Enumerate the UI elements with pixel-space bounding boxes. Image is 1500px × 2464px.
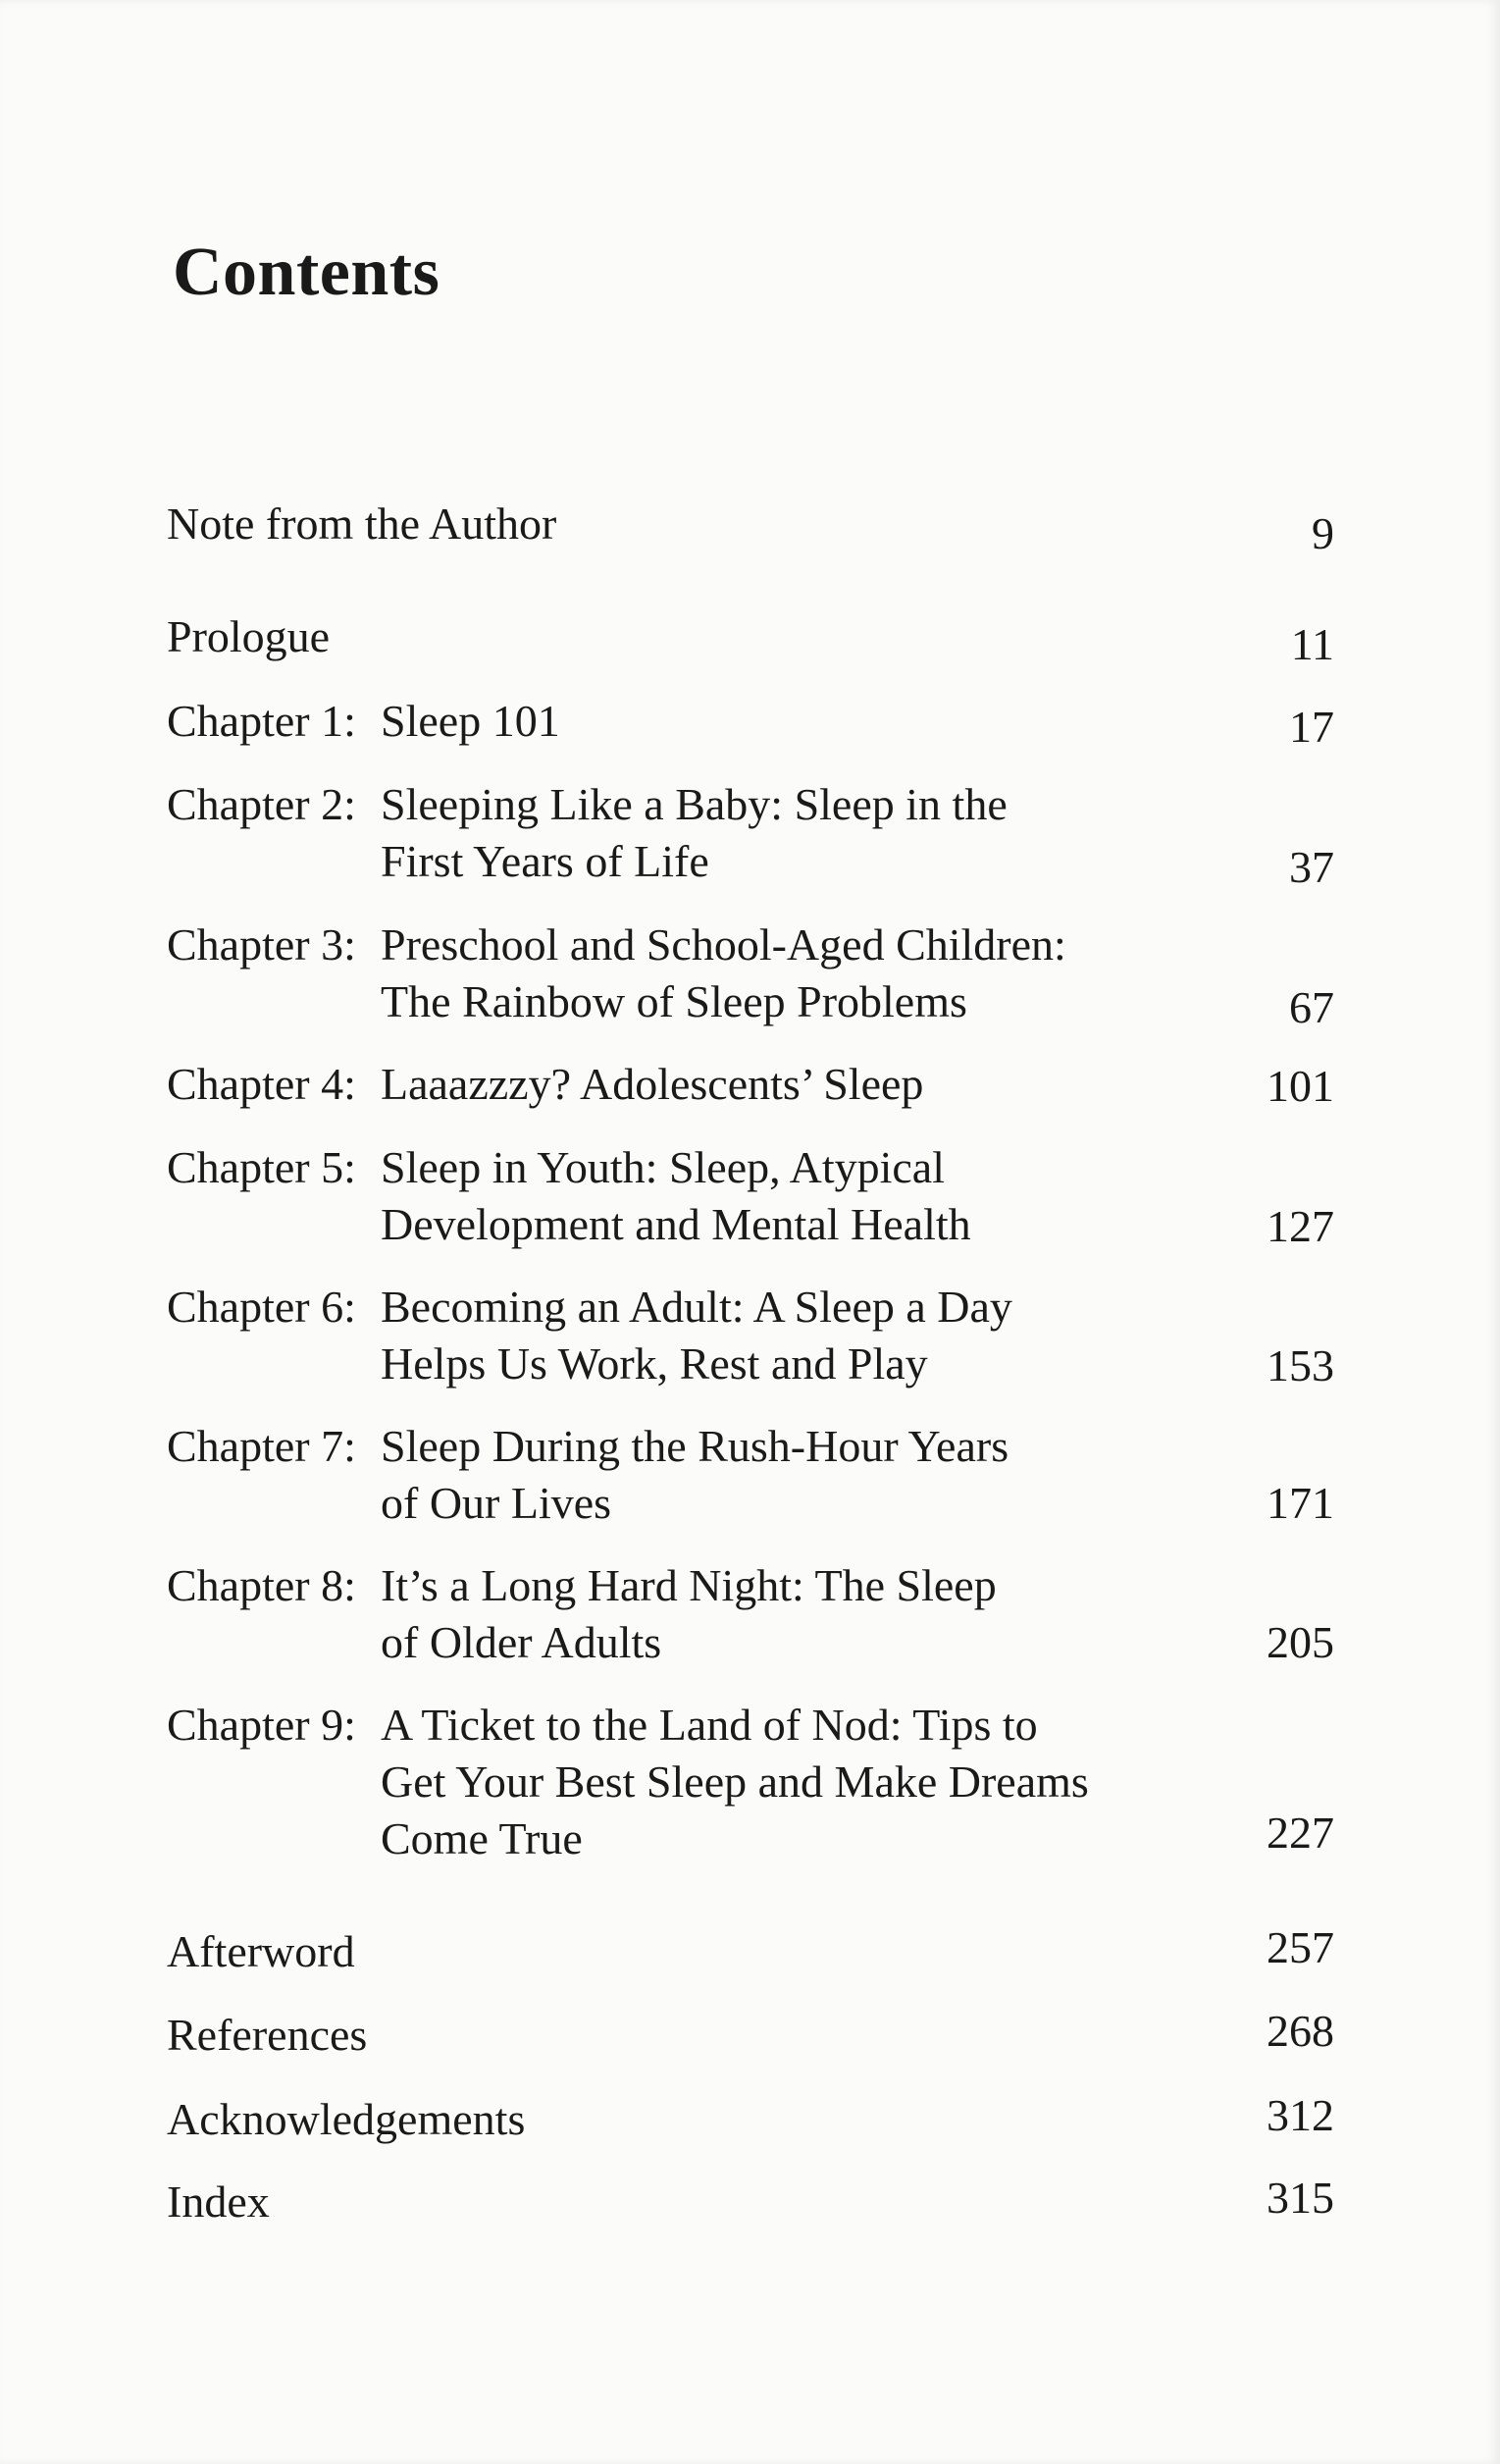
toc-chapter-title <box>381 1279 1264 1392</box>
toc-chapter-prefix: Chapter 3: <box>167 919 356 970</box>
toc-chapter-title-line: Preschool and School-Aged Children: <box>381 919 1066 970</box>
toc-entry-label: Prologue <box>167 611 331 661</box>
toc-chapter-title-line: The Rainbow of Sleep Problems <box>381 976 967 1026</box>
toc-chapter-prefix: Chapter 6: <box>167 1282 356 1332</box>
toc-chapter-title <box>381 917 1264 1030</box>
toc-chapter-title-line: Becoming an Adult: A Sleep a Day <box>381 1282 1012 1332</box>
toc-chapter-title <box>381 776 1264 890</box>
toc-chapter-prefix: Chapter 5: <box>167 1142 356 1192</box>
toc-chapter-prefix: Chapter 9: <box>167 1700 356 1750</box>
toc-entry-page: 9 <box>1312 508 1334 558</box>
toc-entry-label: Note from the Author <box>167 498 557 549</box>
toc-chapter-title-line: of Older Adults <box>381 1617 662 1667</box>
toc-chapter-title-line: Helps Us Work, Rest and Play <box>381 1338 928 1389</box>
toc-chapter-title-line: Laaazzzy? Adolescents’ Sleep <box>381 1059 924 1109</box>
toc-chapter-title-line: It’s a Long Hard Night: The Sleep <box>381 1560 997 1610</box>
toc-entry-page: 37 <box>1289 842 1334 892</box>
toc-chapter-title-line: Come True <box>381 1813 583 1863</box>
toc-chapter-prefix: Chapter 7: <box>167 1421 356 1471</box>
toc-chapter-title-line: Sleep 101 <box>381 696 560 746</box>
toc-chapter-title-line: of Our Lives <box>381 1478 612 1528</box>
toc-chapter-title <box>381 1056 1264 1113</box>
toc-entry-page: 101 <box>1267 1061 1334 1111</box>
toc-chapter-title-line: First Years of Life <box>381 836 709 886</box>
toc-chapter-title <box>381 1418 1264 1532</box>
toc-chapter-title-line: Sleep During the Rush-Hour Years <box>381 1421 1009 1471</box>
toc-entry-page: 205 <box>1267 1617 1334 1667</box>
toc-chapter-title-line: A Ticket to the Land of Nod: Tips to <box>381 1700 1038 1750</box>
toc-entry-page: 11 <box>1290 619 1334 669</box>
toc-chapter-prefix: Chapter 8: <box>167 1560 356 1610</box>
toc-entry-page: 268 <box>1267 2006 1334 2056</box>
toc-chapter-title <box>381 1139 1264 1253</box>
toc-chapter-prefix: Chapter 2: <box>167 779 356 829</box>
toc-entry-label: References <box>167 2010 368 2060</box>
toc-entry-page: 127 <box>1267 1201 1334 1251</box>
toc-entry-page: 312 <box>1267 2090 1334 2140</box>
toc-entry-label: Afterword <box>167 1926 355 1976</box>
toc-chapter-title-line: Sleep in Youth: Sleep, Atypical <box>381 1142 945 1192</box>
page-title: Contents <box>173 235 440 310</box>
toc-entry-label: Acknowledgements <box>167 2094 526 2144</box>
toc-entry-page: 227 <box>1267 1808 1334 1858</box>
toc-chapter-title-line: Development and Mental Health <box>381 1199 971 1249</box>
toc-chapter-prefix: Chapter 1: <box>167 696 356 746</box>
toc-entry-label: Index <box>167 2176 270 2227</box>
toc-entry-page: 315 <box>1267 2173 1334 2223</box>
toc-chapter-title <box>381 1697 1264 1867</box>
toc-chapter-title <box>381 693 1264 750</box>
toc-entry-page: 257 <box>1267 1922 1334 1972</box>
toc-entry-page: 153 <box>1267 1340 1334 1390</box>
toc-chapter-prefix: Chapter 4: <box>167 1059 356 1109</box>
toc-entry-page: 17 <box>1289 702 1334 752</box>
toc-entry-page: 171 <box>1267 1478 1334 1528</box>
toc-chapter-title <box>381 1557 1264 1671</box>
toc-chapter-title-line: Sleeping Like a Baby: Sleep in the <box>381 779 1008 829</box>
toc-entry-page: 67 <box>1289 982 1334 1032</box>
toc-chapter-title-line: Get Your Best Sleep and Make Dreams <box>381 1756 1089 1807</box>
